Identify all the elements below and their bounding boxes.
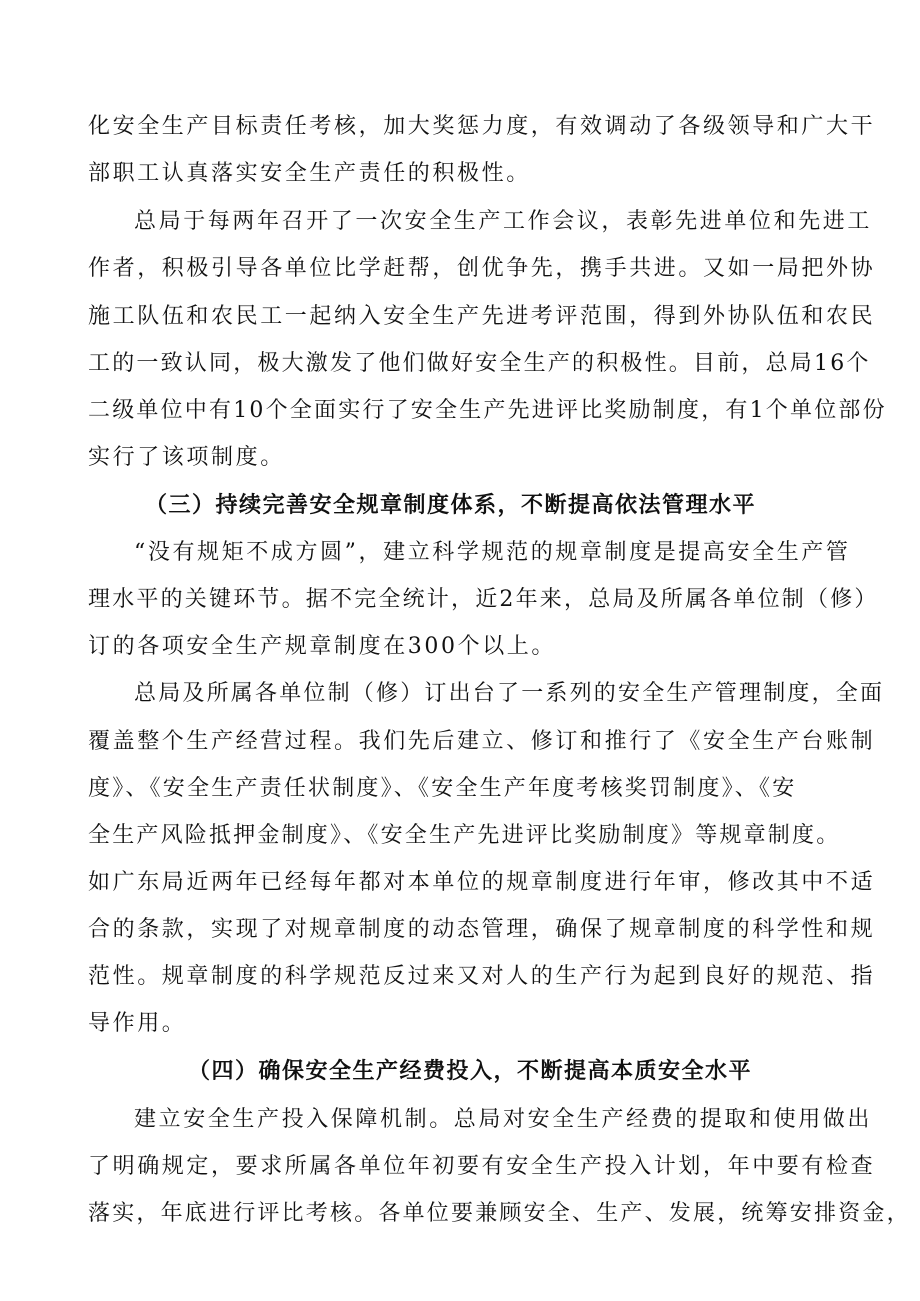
body-text-line: 化安全生产目标责任考核，加大奖惩力度，有效调动了各级领导和广大干: [88, 114, 876, 139]
section-heading-3: （三）持续完善安全规章制度体系，不断提高依法管理水平: [145, 493, 757, 518]
body-text-line: 合的条款，实现了对规章制度的动态管理，确保了规章制度的科学性和规: [88, 917, 876, 942]
body-text-line: 全生产风险抵押金制度》、《安全生产先进评比奖励制度》等规章制度。: [88, 823, 841, 848]
body-text-line: 建立安全生产投入保障机制。总局对安全生产经费的提取和使用做出: [134, 1107, 873, 1132]
body-text-line: 了明确规定，要求所属各单位年初要有安全生产投入计划，年中要有检查: [88, 1154, 876, 1179]
body-text-line: 导作用。: [88, 1011, 187, 1036]
body-text-line: 总局及所属各单位制（修）订出台了一系列的安全生产管理制度，全面: [134, 681, 885, 706]
body-text-line: 订的各项安全生产规章制度在300个以上。: [88, 634, 556, 659]
body-text-line: 实行了该项制度。: [88, 445, 285, 470]
body-text-line: 总局于每两年召开了一次安全生产工作会议，表彰先进单位和先进工: [134, 209, 873, 234]
body-text-line: 覆盖整个生产经营过程。我们先后建立、修订和推行了《安全生产台账制: [88, 729, 876, 754]
body-text-line: 工的一致认同，极大激发了他们做好安全生产的积极性。目前，总局16个: [88, 351, 871, 376]
body-text-line: 部职工认真落实安全生产责任的积极性。: [88, 161, 531, 186]
body-text-line: 二级单位中有10个全面实行了安全生产先进评比奖励制度，有1个单位部份: [88, 398, 887, 423]
body-text-line: 度》、《安全生产责任状制度》、《安全生产年度考核奖罚制度》、《安: [88, 776, 797, 801]
body-text-line: “没有规矩不成方圆”，建立科学规范的规章制度是提高安全生产管: [134, 540, 851, 565]
section-heading-4: （四）确保安全生产经费投入，不断提高本质安全水平: [188, 1059, 753, 1084]
body-text-line: 落实，年底进行评比考核。各单位要兼顾安全、生产、发展，统筹安排资金，: [88, 1201, 911, 1226]
body-text-line: 施工队伍和农民工一起纳入安全生产先进考评范围，得到外协队伍和农民: [88, 304, 876, 329]
body-text-line: 范性。规章制度的科学规范反过来又对人的生产行为起到良好的规范、指: [88, 964, 876, 989]
body-text-line: 理水平的关键环节。据不完全统计，近2年来，总局及所属各单位制（修）: [88, 587, 879, 612]
body-text-line: 作者，积极引导各单位比学赶帮，创优争先，携手共进。又如一局把外协: [88, 256, 876, 281]
body-text-line: 如广东局近两年已经每年都对本单位的规章制度进行年审，修改其中不适: [88, 870, 876, 895]
